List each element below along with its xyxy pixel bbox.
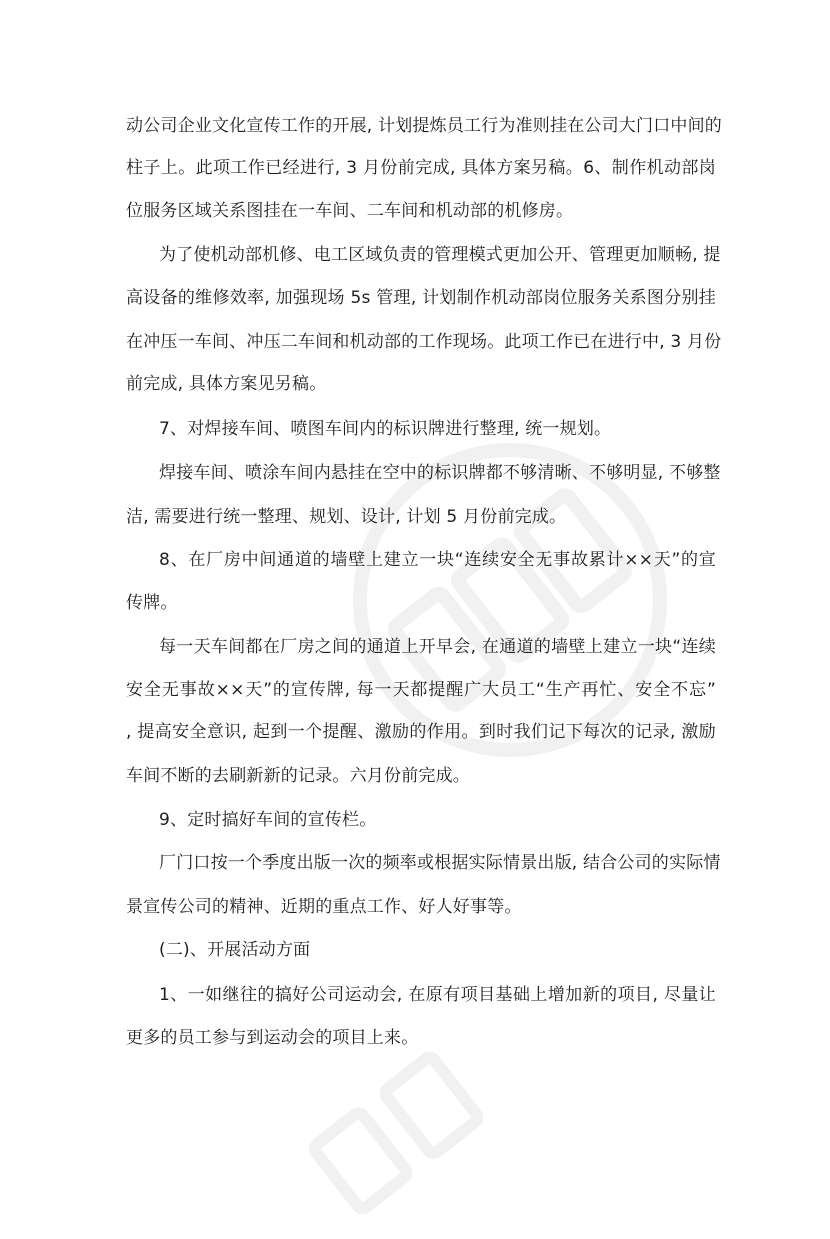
- text-line: 柱子上。此项工作已经进行, 3 月份前完成, 具体方案另稿。6、制作机动部岗: [126, 158, 716, 178]
- text-line: 洁, 需要进行统一整理、规划、设计, 计划 5 月份前完成。: [126, 507, 567, 527]
- text-line: , 提高安全意识, 起到一个提醒、激励的作用。到时我们记下每次的记录, 激励: [126, 722, 716, 742]
- list-item-8: 8、在厂房中间通道的墙壁上建立一块“连续安全无事故累计××天”的宣: [159, 550, 716, 570]
- paragraph-first-line: 每一天车间都在厂房之间的通道上开早会, 在通道的墙壁上建立一块“连续: [159, 637, 716, 657]
- paragraph-first-line: 焊接车间、喷涂车间内悬挂在空中的标识牌都不够清晰、不够明显, 不够整: [159, 463, 721, 483]
- list-item-1: 1、一如继往的搞好公司运动会, 在原有项目基础上增加新的项目, 尽量让: [159, 985, 716, 1005]
- text-line: 车间不断的去刷新新的记录。六月份前完成。: [126, 766, 470, 786]
- watermark-fragment: [284, 1021, 515, 1239]
- section-heading: (二)、开展活动方面: [159, 940, 311, 960]
- paragraph-first-line: 为了使机动部机修、电工区域负责的管理模式更加公开、管理更加顺畅, 提: [159, 245, 721, 265]
- text-line: 高设备的维修效率, 加强现场 5s 管理, 计划制作机动部岗位服务关系图分别挂: [126, 288, 716, 308]
- list-item-7: 7、对焊接车间、喷图车间内的标识牌进行整理, 统一规划。: [159, 419, 612, 439]
- text-line: 在冲压一车间、冲压二车间和机动部的工作现场。此项工作已在进行中, 3 月份: [126, 332, 722, 352]
- list-item-9: 9、定时搞好车间的宣传栏。: [159, 810, 377, 830]
- text-line: 位服务区域关系图挂在一车间、二车间和机动部的机修房。: [126, 201, 574, 221]
- text-line: 前完成, 具体方案见另稿。: [126, 374, 327, 394]
- text-line: 传牌。: [126, 593, 178, 613]
- text-line: 安全无事故××天”的宣传牌, 每一天都提醒广大员工“生产再忙、安全不忘”: [126, 680, 716, 700]
- text-line: 动公司企业文化宣传工作的开展, 计划提炼员工行为准则挂在公司大门口中间的: [126, 116, 723, 136]
- paragraph-first-line: 厂门口按一个季度出版一次的频率或根据实际情景出版, 结合公司的实际情: [159, 853, 721, 873]
- text-line: 更多的员工参与到运动会的项目上来。: [126, 1028, 419, 1048]
- text-line: 景宣传公司的精神、近期的重点工作、好人好事等。: [126, 897, 522, 917]
